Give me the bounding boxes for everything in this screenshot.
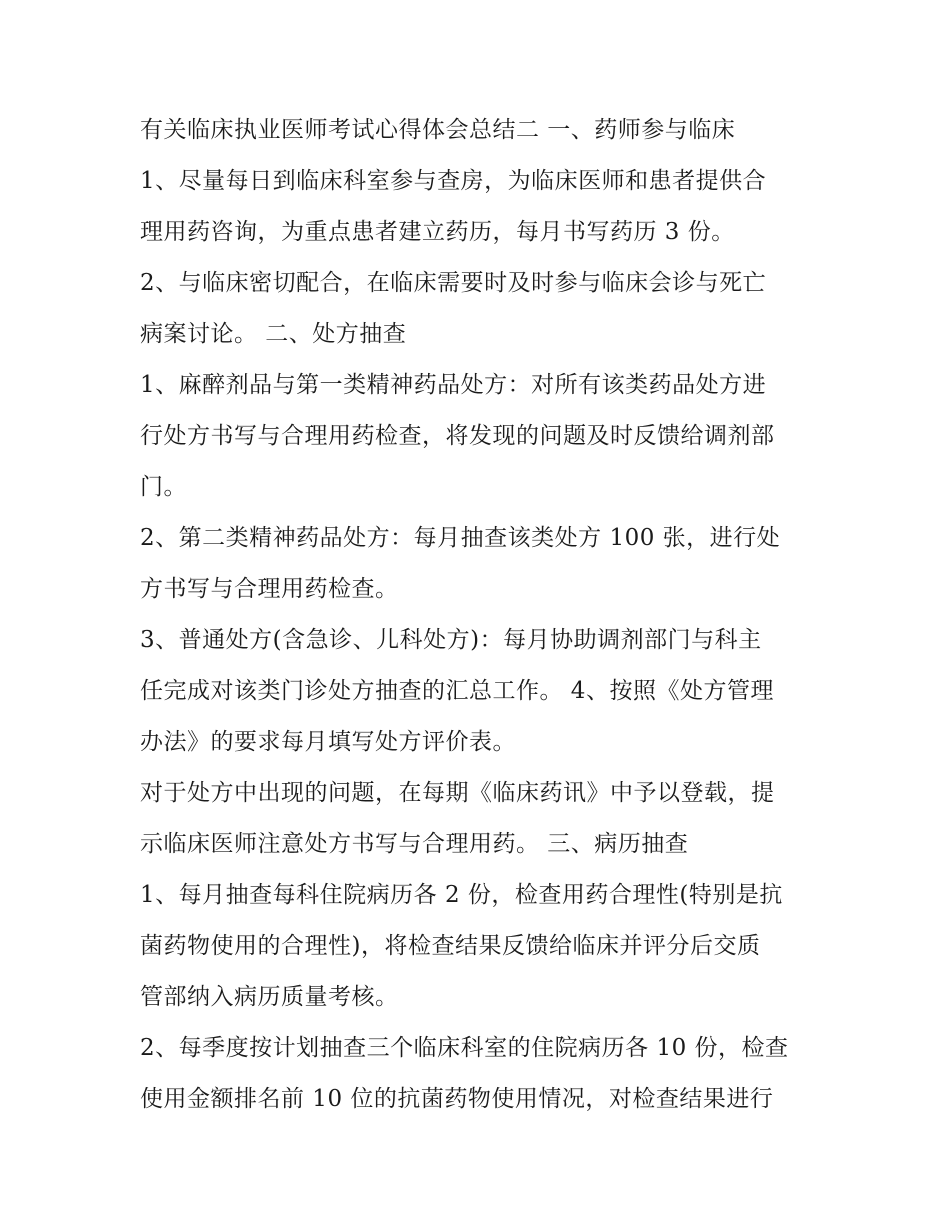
text-line: 1、尽量每日到临床科室参与查房，为临床医师和患者提供合 [140, 168, 767, 194]
text-line: 菌药物使用的合理性)，将检查结果反馈给临床并评分后交质 [140, 933, 761, 959]
text-line: 1、麻醉剂品与第一类精神药品处方：对所有该类药品处方进 [140, 372, 767, 398]
text-line: 有关临床执业医师考试心得体会总结二 一、药师参与临床 [140, 117, 736, 143]
text-line: 行处方书写与合理用药检查，将发现的问题及时反馈给调剂部 [140, 423, 775, 449]
text-line: 任完成对该类门诊处方抽查的汇总工作。 4、按照《处方管理 [140, 678, 774, 704]
text-line: 1、每月抽查每科住院病历各 2 份，检查用药合理性(特别是抗 [140, 882, 783, 908]
text-line: 理用药咨询，为重点患者建立药历，每月书写药历 3 份。 [140, 219, 735, 245]
text-line: 2、第二类精神药品处方：每月抽查该类处方 100 张，进行处 [140, 525, 781, 551]
text-line: 门。 [140, 474, 187, 500]
text-line: 2、与临床密切配合，在临床需要时及时参与临床会诊与死亡 [140, 270, 767, 296]
text-line: 示临床医师注意处方书写与合理用药。 三、病历抽查 [140, 831, 689, 857]
text-line: 管部纳入病历质量考核。 [140, 984, 399, 1010]
text-line: 使用金额排名前 10 位的抗菌药物使用情况，对检查结果进行 [140, 1086, 774, 1112]
text-line: 办法》的要求每月填写处方评价表。 [140, 729, 516, 755]
text-line: 3、普通处方(含急诊、儿科处方)：每月协助调剂部门与科主 [140, 627, 762, 653]
text-line: 方书写与合理用药检查。 [140, 576, 399, 602]
text-line: 对于处方中出现的问题，在每期《临床药讯》中予以登载，提 [140, 780, 775, 806]
text-line: 2、每季度按计划抽查三个临床科室的住院病历各 10 份，检查 [140, 1035, 789, 1061]
document-body [140, 108, 830, 1128]
text-line: 病案讨论。 二、处方抽查 [140, 321, 407, 347]
